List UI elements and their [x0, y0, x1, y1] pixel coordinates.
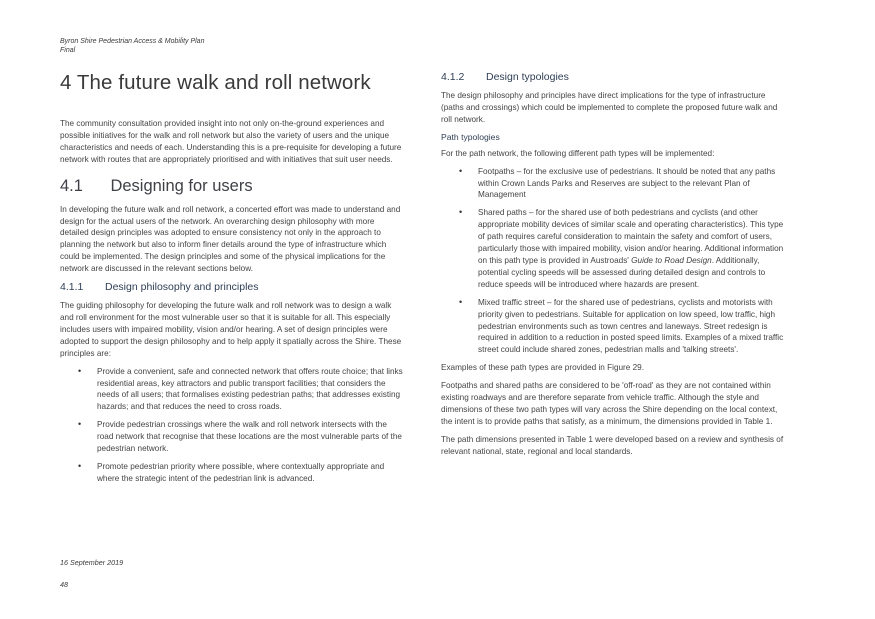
path-intro-paragraph: For the path network, the following different path types will be implemented:	[441, 148, 715, 158]
left-column	[60, 70, 405, 491]
section-4-1-heading: 4.1 Designing for users	[60, 176, 253, 195]
intro-paragraph: The community consultation provided insight into not only on-the-ground experiences and possible initiatives for the walk and roll network but also the variety of users and the unique characteristics and needs of each. Understanding this is a pre-requisite for developing a future network with routes that are appropriately prioritised and with initiatives that suit user needs.	[60, 119, 402, 164]
section-4-1-paragraph: In developing the future walk and roll network, a concerted effort was made to understand and design for the actual users of the network. An overarching design philosophy with more detailed design principles was adopted to ensure consistency not only in the approach to planning the network but also to inform finer details around the type of infrastructure which could be implemented. The design principles and some of the physical implications for the network are discussed in the relevant sections below.	[60, 204, 401, 274]
list-item	[60, 366, 405, 414]
path-types-list	[441, 166, 786, 357]
list-item-text: Footpaths – for the exclusive use of pedestrians. It should be noted that any paths within Crown Lands Parks and Reserves are subject to the relevant Plan of Management	[478, 166, 776, 200]
list-item	[441, 166, 786, 202]
footer-date: 16 September 2019	[60, 558, 124, 567]
header-status: Final	[60, 47, 76, 54]
subsection-4-1-2-paragraph: The design philosophy and principles have direct implications for the type of infrastructure (paths and crossings) which could be implemented to complete the proposed future walk and roll network.	[441, 91, 778, 124]
subsection-4-1-2-heading	[441, 71, 786, 84]
bullet-icon: •	[78, 419, 82, 430]
reference-title: Guide to Road Design	[631, 255, 712, 265]
subsection-4-1-1-paragraph: The guiding philosophy for developing the future walk and roll network was to design a walk and roll environment for the most vulnerable user so that it is suitable for all. This especially includes users with impaired mobility, vision and/or hearing. A set of design principles were adopted to support the design philosophy and to help apply it spatially across the Shire. These principles are:	[60, 301, 402, 358]
subsection-4-1-1-heading	[60, 281, 405, 294]
subsection-number: 4.1.2	[441, 71, 465, 83]
list-item-text-continued: . Additionally, potential cycling speeds will be assessed during detailed design and controls to reduce speeds will be introduced where hazards are present.	[478, 255, 766, 289]
bullet-icon: •	[459, 165, 463, 176]
bullet-icon: •	[78, 460, 82, 471]
chapter-title: 4 The future walk and roll network	[60, 71, 371, 94]
subsection-number: 4.1.1	[60, 281, 84, 294]
list-item-text: Provide a convenient, safe and connected network that offers route choice; that links residential areas, key attractors and public transport facilities; that considers the needs of all users; that formalises existing pedestrian paths; that addresses existing hazards; and that reduces the need to cross roads.	[97, 366, 403, 412]
subsection-title: Design philosophy and principles	[105, 281, 259, 294]
offroad-paragraph: Footpaths and shared paths are considered to be 'off-road' as they are not contained within existing roadways and are therefore separate from vehicle traffic. Although the style and dimensions of these two path types will vary across the Shire depending on the local context, the intent is to provide paths that satisfy, as a minimum, the dimensions provided in Table 1.	[441, 381, 778, 426]
list-item	[60, 461, 405, 485]
list-item-text: Promote pedestrian priority where possible, where contextually appropriate and where the strategic intent of the pedestrian link is advanced.	[97, 461, 385, 483]
page-number: 48	[60, 580, 68, 589]
principles-list	[60, 366, 405, 485]
dimensions-paragraph: The path dimensions presented in Table 1 were developed based on a review and synthesis of relevant national, state, regional and local standards.	[441, 434, 784, 456]
bullet-icon: •	[459, 296, 463, 307]
list-item	[441, 207, 786, 290]
path-typologies-heading: Path typologies	[441, 131, 500, 142]
list-item-text: Shared paths – for the shared use of both pedestrians and cyclists (and other appropriate mobility devices of similar scale and operating characteristics). This type of path requires careful consideration to maintain the safety and comfort of users, particularly those with impaired mobility, vision and/or hearing. Additional information on this path type is provided in Austroads'	[478, 208, 784, 265]
bullet-icon: •	[459, 207, 463, 218]
list-item-text: Provide pedestrian crossings where the walk and roll network intersects with the road network that recognise that these locations are the most vulnerable parts of the pedestrian network.	[97, 420, 402, 454]
right-column	[441, 70, 786, 464]
running-header	[60, 37, 204, 55]
examples-paragraph: Examples of these path types are provided in Figure 29.	[441, 363, 644, 373]
subsection-title: Design typologies	[486, 71, 569, 83]
header-doc-title: Byron Shire Pedestrian Access & Mobility Plan	[60, 38, 205, 45]
list-item-text: Mixed traffic street – for the shared use of pedestrians, cyclists and motorists with priority given to pedestrians. Suitable for application on low speed, low traffic, high pedestrian environments such as town centres and laneways. Street redesign is required in addition to a reduction in posted speed limits. Examples of a mixed traffic street could include shared zones, pedestrian malls and 'talking streets'.	[478, 297, 784, 355]
list-item	[60, 419, 405, 455]
bullet-icon: •	[78, 365, 82, 376]
list-item	[441, 297, 786, 357]
